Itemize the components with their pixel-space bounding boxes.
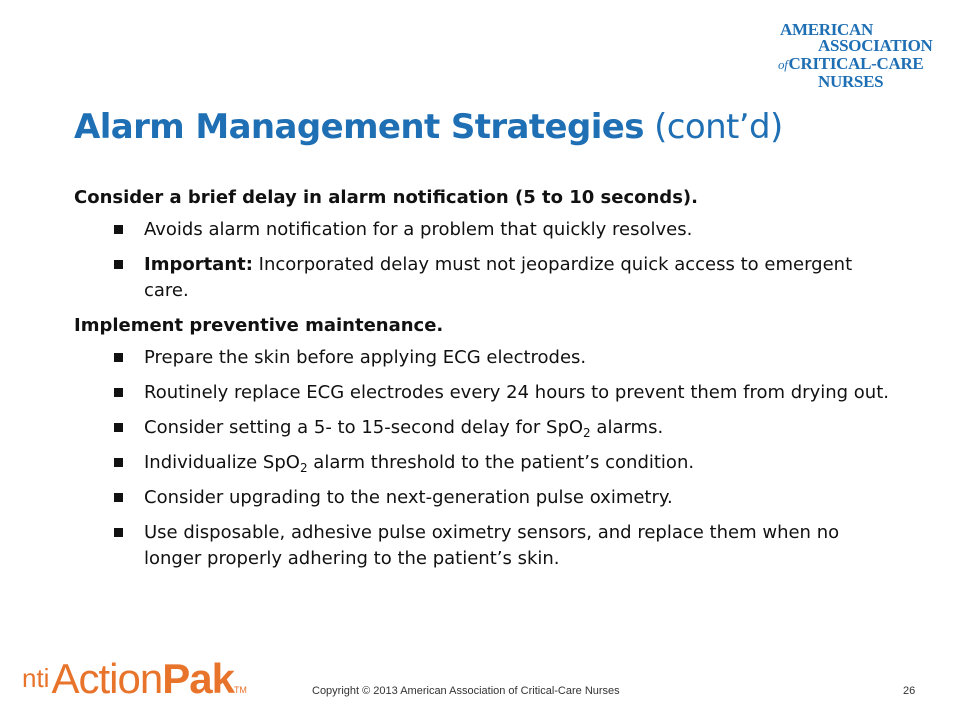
bullet-text-after: alarm threshold to the patient’s condition. xyxy=(307,452,695,473)
logo-line-2: ASSOCIATION xyxy=(818,36,933,55)
bullet-square-icon xyxy=(114,493,123,502)
brand-tm: TM xyxy=(233,685,247,695)
logo-line-1: AMERICAN xyxy=(780,20,873,39)
section-heading-delay: Consider a brief delay in alarm notification (5 to 10 seconds). xyxy=(74,187,698,208)
bullet-item xyxy=(114,345,894,371)
bullet-item xyxy=(114,252,894,304)
bullet-square-icon xyxy=(114,458,123,467)
bullet-square-icon xyxy=(114,260,123,269)
brand-nti: nti xyxy=(22,663,50,693)
bullet-square-icon xyxy=(114,388,123,397)
logo-of: of xyxy=(778,57,788,72)
title-suffix: (cont’d) xyxy=(654,107,783,147)
bullet-text: Prepare the skin before applying ECG electrodes. xyxy=(144,347,587,368)
bullet-text: Consider upgrading to the next-generation pulse oximetry. xyxy=(144,487,673,508)
bullet-square-icon xyxy=(114,423,123,432)
copyright-text: Copyright © 2013 American Association of Critical-Care Nurses xyxy=(312,685,620,697)
logo-line-4: NURSES xyxy=(818,72,884,91)
bullet-text: Routinely replace ECG electrodes every 24 hours to prevent them from drying out. xyxy=(144,382,889,403)
bullet-strong-label: Important: xyxy=(144,254,253,275)
bullet-square-icon xyxy=(114,353,123,362)
bullet-text-after: alarms. xyxy=(590,417,664,438)
bullet-list-delay xyxy=(74,217,894,304)
brand-pak: Pak xyxy=(162,655,234,702)
bullet-text: Avoids alarm notification for a problem that quickly resolves. xyxy=(144,219,693,240)
bullet-item xyxy=(114,520,894,572)
brand-action: Action xyxy=(51,655,163,702)
slide-content xyxy=(74,185,894,581)
bullet-item xyxy=(114,415,894,441)
page-number: 26 xyxy=(903,685,916,697)
bullet-text: Use disposable, adhesive pulse oximetry sensors, and replace them when no longer properly adhering to the patient’s skin. xyxy=(144,522,840,569)
bullet-list-maintenance xyxy=(74,345,894,572)
title-main: Alarm Management Strategies xyxy=(74,107,644,147)
slide-title xyxy=(74,107,783,147)
bullet-item xyxy=(114,380,894,406)
bullet-square-icon xyxy=(114,528,123,537)
bullet-item xyxy=(114,217,894,243)
bullet-item xyxy=(114,450,894,476)
bullet-text-before: Consider setting a 5- to 15-second delay for SpO xyxy=(144,417,584,438)
bullet-text: Incorporated delay must not jeopardize quick access to emergent care. xyxy=(144,254,853,301)
nti-action-pak-logo xyxy=(22,655,247,703)
section-heading-maintenance: Implement preventive maintenance. xyxy=(74,315,444,336)
logo-line-3-text: CRITICAL-CARE xyxy=(788,54,924,73)
bullet-item xyxy=(114,485,894,511)
subscript: 2 xyxy=(299,461,308,475)
bullet-square-icon xyxy=(114,225,123,234)
bullet-text-before: Individualize SpO xyxy=(144,452,300,473)
aacn-logo xyxy=(778,22,943,92)
subscript: 2 xyxy=(583,426,591,440)
logo-line-3 xyxy=(778,56,923,73)
